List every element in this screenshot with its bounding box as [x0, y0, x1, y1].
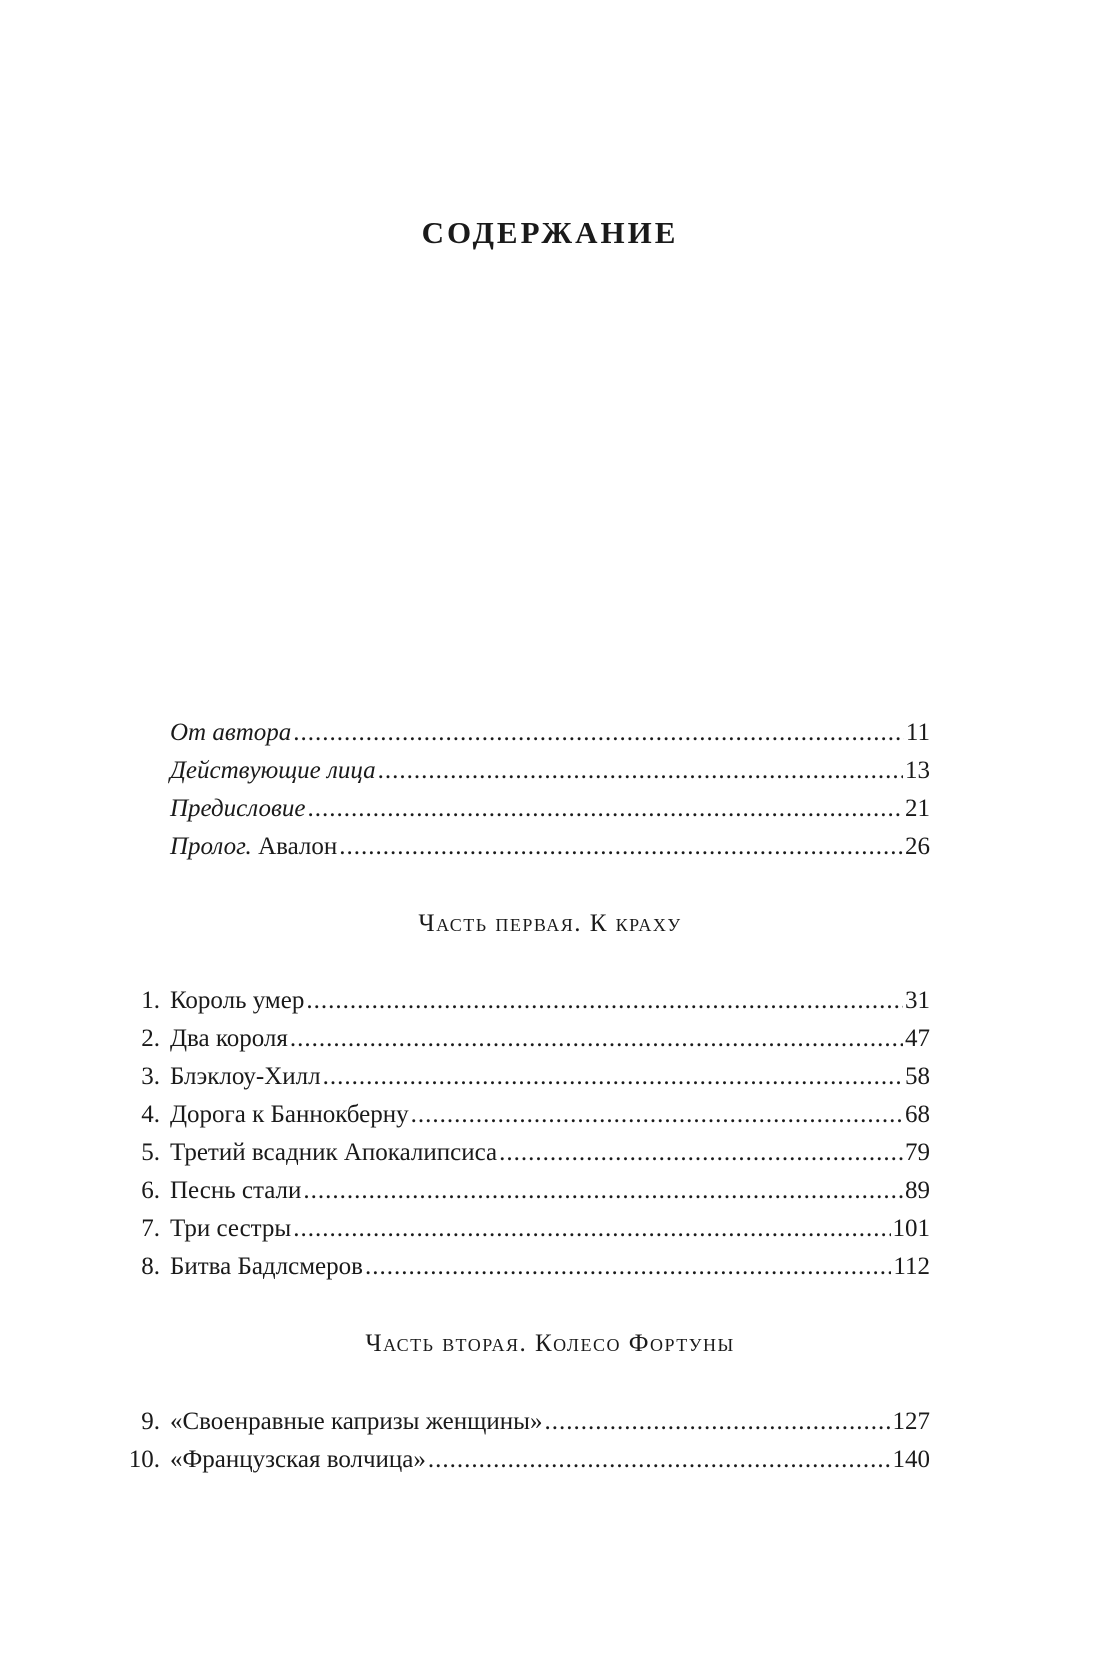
- dot-leader: [293, 714, 904, 752]
- toc-page-number: 127: [892, 1408, 930, 1435]
- chapter-title: Три сестры: [170, 1215, 292, 1242]
- toc-page-number: 68: [905, 1101, 930, 1128]
- toc-entry-foreword[interactable]: [0, 790, 1100, 828]
- chapter-number: 6.: [141, 1177, 160, 1204]
- dot-leader: [307, 790, 903, 828]
- chapter-number: 7.: [141, 1215, 160, 1242]
- chapter-number: 8.: [141, 1253, 160, 1280]
- toc-page-number: 26: [905, 833, 930, 860]
- part-one-chapter-list: [0, 982, 1100, 1286]
- dot-leader: [306, 982, 903, 1020]
- toc-page-number: 140: [892, 1446, 930, 1473]
- chapter-number: 9.: [141, 1408, 160, 1435]
- dot-leader: [339, 828, 903, 866]
- chapter-number: 5.: [141, 1139, 160, 1166]
- front-matter-list: [0, 714, 1100, 866]
- dot-leader: [378, 752, 903, 790]
- toc-entry-title: Действующие лица: [170, 757, 376, 784]
- toc-chapter-row[interactable]: [0, 1210, 1100, 1248]
- chapter-title: Блэклоу-Хилл: [170, 1063, 321, 1090]
- chapter-title: Дорога к Баннокберну: [170, 1101, 409, 1128]
- chapter-title: Король умер: [170, 987, 305, 1014]
- part-two-heading: Часть вторая. Колесо Фортуны: [365, 1330, 735, 1357]
- chapter-title: «Своенравные капризы женщины»: [170, 1408, 543, 1435]
- chapter-title: Песнь стали: [170, 1177, 302, 1204]
- dot-leader: [303, 1172, 903, 1210]
- toc-chapter-row[interactable]: [0, 1020, 1100, 1058]
- toc-entry-title: От автора: [170, 719, 292, 746]
- toc-chapter-row[interactable]: [0, 1441, 1100, 1479]
- toc-page-number: 21: [905, 795, 930, 822]
- chapter-title: Третий всадник Апокалипсиса: [170, 1139, 498, 1166]
- chapter-number: 2.: [141, 1025, 160, 1052]
- dot-leader: [290, 1020, 903, 1058]
- dot-leader: [411, 1096, 903, 1134]
- toc-chapter-row[interactable]: [0, 1096, 1100, 1134]
- chapter-number: 3.: [141, 1063, 160, 1090]
- toc-page-number: 13: [905, 757, 930, 784]
- page-title: СОДЕРЖАНИЕ: [421, 214, 679, 250]
- toc-entry-characters[interactable]: [0, 752, 1100, 790]
- toc-entry-title: Пролог. Авалон: [170, 833, 338, 860]
- dot-leader: [365, 1248, 891, 1286]
- toc-entry-author-note[interactable]: [0, 714, 1100, 752]
- toc-page-number: 47: [905, 1025, 930, 1052]
- chapter-title: «Французская волчица»: [170, 1446, 426, 1473]
- toc-entry-prologue[interactable]: [0, 828, 1100, 866]
- chapter-title: Битва Бадлсмеров: [170, 1253, 363, 1280]
- chapter-number: 10.: [128, 1446, 160, 1473]
- toc-page-number: 58: [905, 1063, 930, 1090]
- chapter-number: 4.: [141, 1101, 160, 1128]
- dot-leader: [499, 1134, 903, 1172]
- toc-chapter-row[interactable]: [0, 982, 1100, 1020]
- part-one-heading: Часть первая. К краху: [418, 910, 682, 937]
- part-two-chapter-list: [0, 1403, 1100, 1479]
- toc-page-number: 101: [892, 1215, 930, 1242]
- chapter-title: Два короля: [170, 1025, 288, 1052]
- toc-entry-title: Предисловие: [170, 795, 306, 822]
- toc-page-number: 112: [893, 1253, 930, 1280]
- dot-leader: [293, 1210, 890, 1248]
- dot-leader: [323, 1058, 903, 1096]
- toc-page-number: 31: [905, 987, 930, 1014]
- toc-chapter-row[interactable]: [0, 1403, 1100, 1441]
- toc-chapter-row[interactable]: [0, 1058, 1100, 1096]
- dot-leader: [544, 1403, 890, 1441]
- toc-chapter-row[interactable]: [0, 1248, 1100, 1286]
- dot-leader: [428, 1441, 891, 1479]
- toc-page-number: 79: [905, 1139, 930, 1166]
- toc-chapter-row[interactable]: [0, 1134, 1100, 1172]
- toc-page-number: 11: [905, 719, 930, 746]
- toc-chapter-row[interactable]: [0, 1172, 1100, 1210]
- chapter-number: 1.: [141, 987, 160, 1014]
- toc-page-number: 89: [905, 1177, 930, 1204]
